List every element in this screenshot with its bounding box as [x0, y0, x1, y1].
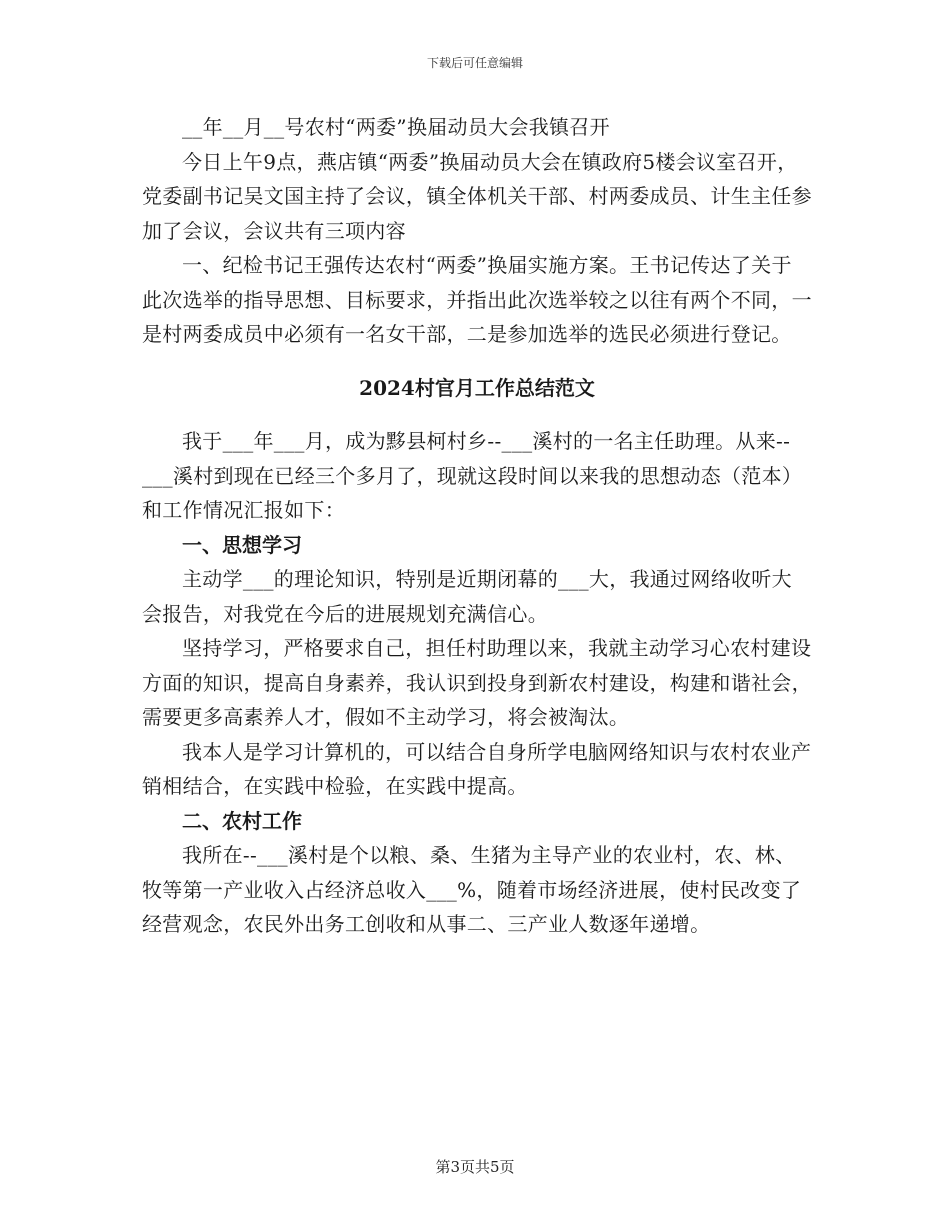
- section-heading-study: 一、思想学习: [182, 532, 302, 557]
- page-header: 下载后可任意编辑: [426, 56, 523, 70]
- section-heading-work: 二、农村工作: [182, 808, 302, 833]
- article-intro: 我于___年___月，成为黟县柯村乡--___溪村的一名主任助理。从来--___溪村到现在已经三个多月了，现就这段时间以来我的思想动态（范本）和工作情况汇报如下：: [142, 429, 803, 522]
- page-number: 第3页共5页: [435, 1158, 515, 1176]
- section1-headline: __年__月__号农村“两委”换届动员大会我镇召开: [182, 115, 610, 139]
- section1-paragraph: 一、纪检书记王强传达农村“两委”换届实施方案。王书记传达了关于此次选举的指导思想、目标要求，并指出此次选举较之以往有两个不同，一是村两委成员中必须有一名女干部，二是参加选举的选民必须进行登记。: [142, 253, 812, 346]
- study-paragraph: 主动学___的理论知识，特别是近期闭幕的___大，我通过网络收听大会报告，对我党在今后的进展规划充满信心。: [142, 567, 792, 626]
- section1-paragraph: 今日上午9点，燕店镇“两委”换届动员大会在镇政府5楼会议室召开，党委副书记吴文国主持了会议，镇全体机关干部、村两委成员、计生主任参加了会议，会议共有三项内容: [142, 149, 812, 243]
- study-paragraph: 坚持学习，严格要求自己，担任村助理以来，我就主动学习心农村建设方面的知识，提高自身素养，我认识到投身到新农村建设，构建和谐社会，需要更多高素养人才，假如不主动学习，将会被淘汰。: [142, 636, 812, 729]
- study-paragraph: 我本人是学习计算机的，可以结合自身所学电脑网络知识与农村农业产销相结合，在实践中检验，在实践中提高。: [142, 739, 812, 798]
- work-paragraph: 我所在--___溪村是个以粮、桑、生猪为主导产业的农业村，农、林、牧等第一产业收入占经济总收入___%，随着市场经济进展，使村民改变了经营观念，农民外出务工创收和从事二、三产业人数逐年递增。: [142, 843, 802, 936]
- article-title: 2024村官月工作总结范文: [359, 375, 595, 400]
- document-body: [142, 110, 812, 942]
